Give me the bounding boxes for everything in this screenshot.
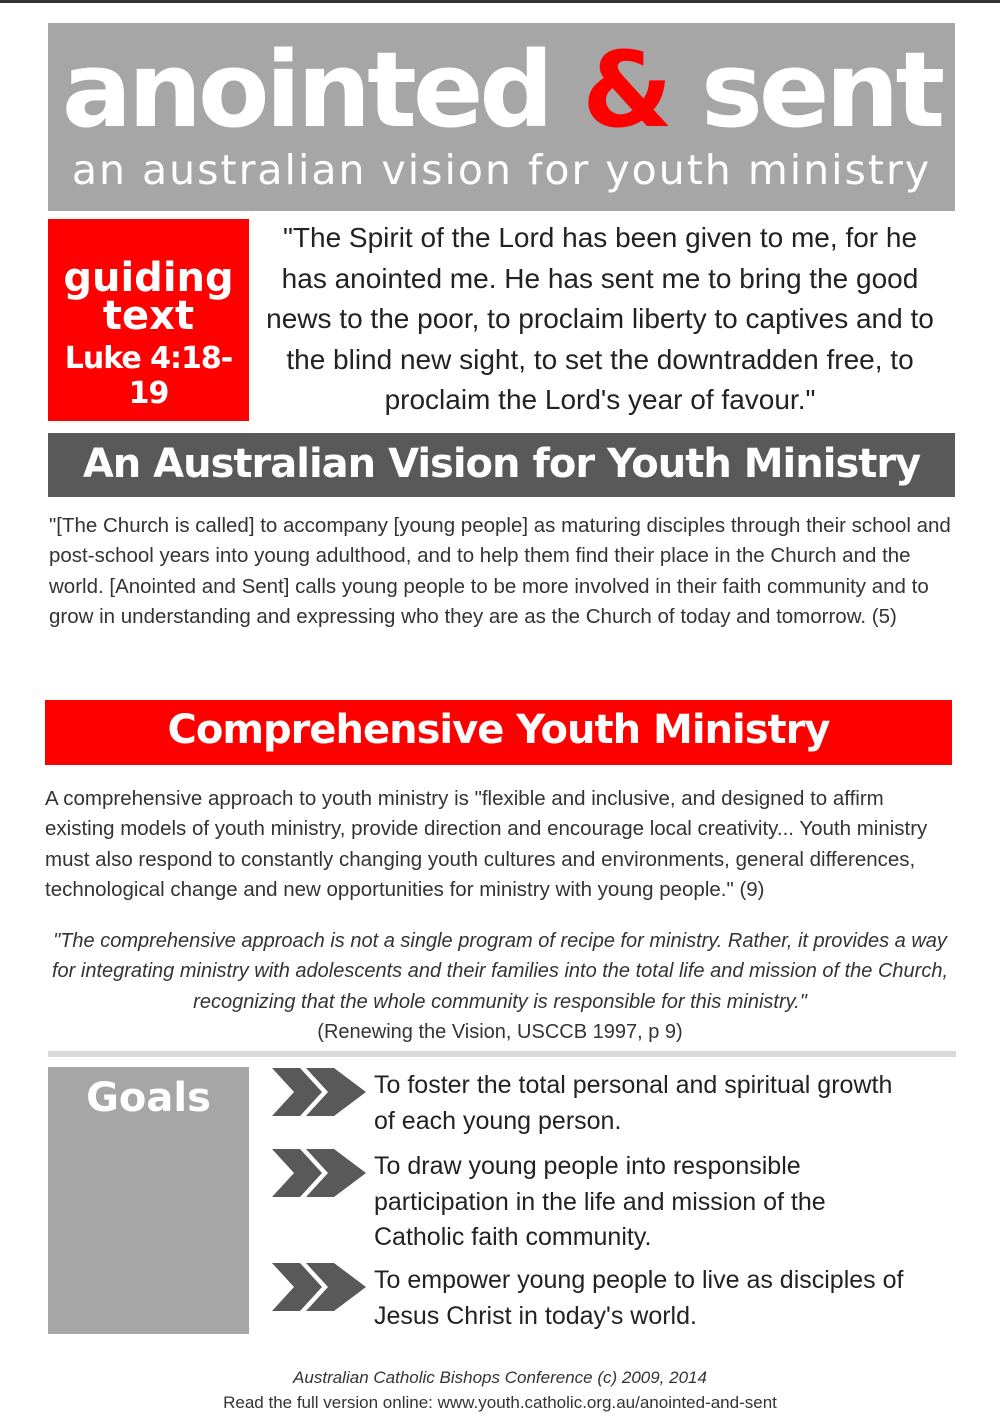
vision-heading: An Australian Vision for Youth Ministry: [48, 433, 955, 497]
goal-text: To empower young people to live as disciples of Jesus Christ in today's world.: [374, 1266, 904, 1330]
footer: [0, 1365, 1000, 1415]
poster-subtitle: an australian vision for youth ministry: [71, 146, 932, 194]
guiding-text-box: [48, 219, 249, 421]
chevron-arrows-icon: [272, 1263, 368, 1311]
chevron-arrows-icon: [272, 1068, 368, 1116]
title-sent: sent: [668, 29, 942, 151]
header-banner: [48, 23, 955, 211]
guiding-text-label: guiding text: [63, 255, 234, 339]
title-anointed: anointed: [61, 29, 583, 151]
scripture-quote: "The Spirit of the Lord has been given to me, for he has anointed me. He has sent me to bring the good news to the poor, to proclaim liberty to captives and to the blind new sight, to set the downtradden free, to proclaim the Lord's year of favour.": [266, 222, 934, 415]
website-link[interactable]: Read the full version online: www.youth.catholic.org.au/anointed-and-sent: [223, 1393, 777, 1412]
chevron-arrows-icon: [272, 1149, 368, 1197]
poster-title: [48, 29, 955, 151]
copyright: Australian Catholic Bishops Conference (c) 2009, 2014: [293, 1368, 707, 1387]
vision-text: "[The Church is called] to accompany [young people] as maturing disciples through their school and post-school years into young adulthood, and to help them find their place in the Church and the world. [Anointed and Sent] calls young people to be more involved in their faith community and to grow in understanding and expressing who they are as the Church of today and tomorrow. (5): [49, 514, 951, 629]
comprehensive-heading: Comprehensive Youth Ministry: [45, 700, 952, 765]
title-ampersand: &: [582, 29, 669, 151]
goal-text: To draw young people into responsible participation in the life and mission of the Catholic faith community.: [374, 1152, 826, 1251]
divider: [48, 1051, 956, 1057]
comprehensive-quote: "The comprehensive approach is not a single program of recipe for ministry. Rather, it provides a way for integrating ministry with adolescents and their families into the total life and mission of the Church, recognizing that the whole community is responsible for this ministry.": [52, 930, 948, 1013]
goal-text: To foster the total personal and spiritual growth of each young person.: [374, 1071, 893, 1135]
comprehensive-quote-block: [40, 926, 960, 1048]
quote-citation: (Renewing the Vision, USCCB 1997, p 9): [317, 1021, 683, 1044]
comprehensive-text: A comprehensive approach to youth ministry is "flexible and inclusive, and designed to affirm existing models of youth ministry, provide direction and encourage local creativity... Youth ministry must also respond to constantly changing youth cultures and environments, general differences, technological change and new opportunities for ministry with young people." (9): [45, 787, 928, 902]
goals-heading: Goals: [48, 1067, 249, 1334]
scripture-reference: Luke 4:18-19: [64, 341, 233, 411]
